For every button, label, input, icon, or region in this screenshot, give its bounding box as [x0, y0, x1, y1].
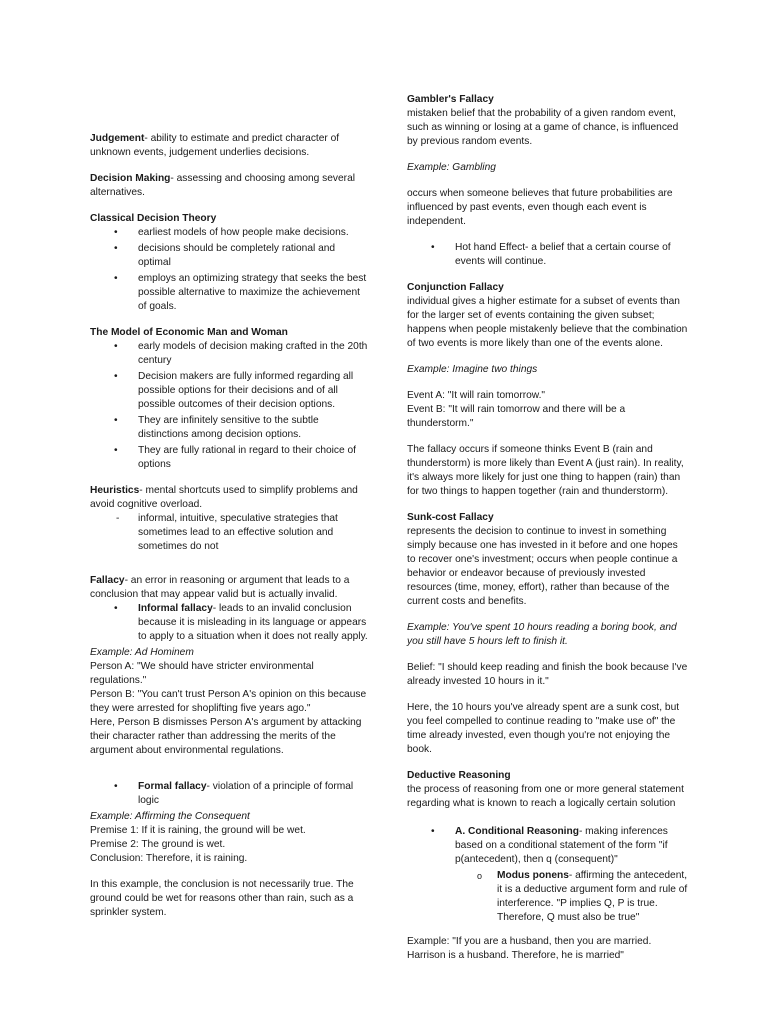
list-item — [90, 602, 370, 644]
heuristics-sublist — [90, 512, 370, 554]
gamblers-fallacy-title: Gambler's Fallacy — [407, 94, 494, 105]
gamblers-fallacy-list — [407, 241, 689, 269]
informal-fallacy-term: Informal fallacy — [138, 603, 213, 614]
conditional-reasoning-list — [407, 825, 689, 925]
list-item — [455, 869, 689, 925]
list-item: • Decision makers are fully informed regarding all possible options for their decisions and of all possible outcomes of their decision options. — [90, 370, 370, 412]
heuristics-section — [90, 484, 370, 554]
conditional-reasoning-text: - making inferences based on a conditional statement of the form "if p(antecedent), then q (consequent)" — [455, 826, 668, 865]
list-item: • early models of decision making crafted in the 20th century — [90, 340, 370, 368]
decision-making-term: Decision Making — [90, 173, 171, 184]
judgement-definition — [90, 132, 370, 160]
heuristics-definition — [90, 484, 370, 512]
heuristics-text: - mental shortcuts used to simplify problems and avoid cognitive overload. — [90, 485, 358, 510]
informal-fallacy-example: Example: Ad Hominem — [90, 647, 194, 658]
judgement-text: - ability to estimate and predict character of unknown events, judgement underlies decisions. — [90, 133, 340, 158]
example-line: Premise 1: If it is raining, the ground will be wet. — [90, 825, 306, 836]
event-b: Event B: "It will rain tomorrow and there will be a thunderstorm." — [407, 404, 626, 429]
list-item: • earliest models of how people make decisions. — [90, 226, 370, 240]
formal-fallacy-example: Example: Affirming the Consequent — [90, 811, 250, 822]
right-column — [407, 93, 689, 963]
example-line: Here, Person B dismisses Person A's argument by attacking their character rather than addressing the merits of the argument about environmental regulations. — [90, 717, 362, 756]
sunk-cost-fallacy-title: Sunk-cost Fallacy — [407, 512, 494, 523]
event-a: Event A: "It will rain tomorrow." — [407, 390, 546, 401]
example-line: Person B: "You can't trust Person A's opinion on this because they were arrested for shoplifting five years ago." — [90, 689, 367, 714]
list-item — [407, 825, 689, 925]
deductive-reasoning-example: Example: "If you are a husband, then you are married. Harrison is a husband. Therefore, he is married" — [407, 936, 652, 961]
economic-man-title: The Model of Economic Man and Woman — [90, 327, 288, 338]
decision-making-text: - assessing and choosing among several alternatives. — [90, 173, 356, 198]
gamblers-fallacy-section — [407, 93, 689, 269]
conjunction-fallacy-example: Example: Imagine two things — [407, 364, 538, 375]
sunk-cost-fallacy-definition: represents the decision to continue to invest in something simply because one has invested in it before and one hopes to recover one's investment; occurs when people continue a behavior or endeavor because of previously invested resources (time, money, effort), rather than because of the current costs and benefits. — [407, 526, 678, 607]
economic-man-list — [90, 340, 370, 472]
formal-fallacy-term: Formal fallacy — [138, 781, 207, 792]
conditional-reasoning-term: A. Conditional Reasoning — [455, 826, 579, 837]
decision-making-definition — [90, 172, 370, 200]
formal-fallacy-text: - violation of a principle of formal logic — [138, 781, 354, 806]
conjunction-fallacy-section — [407, 281, 689, 499]
deductive-reasoning-title: Deductive Reasoning — [407, 770, 511, 781]
example-line: Premise 2: The ground is wet. — [90, 839, 226, 850]
list-item — [90, 780, 370, 808]
fallacy-text: - an error in reasoning or argument that leads to a conclusion that may appear valid but is actually invalid. — [90, 575, 350, 600]
fallacy-definition — [90, 574, 370, 602]
informal-fallacy-text: - leads to an invalid conclusion because it is misleading in its language or appears to apply to a situation when it does not really apply. — [138, 603, 368, 642]
example-line: Person A: "We should have stricter environmental regulations." — [90, 661, 314, 686]
sunk-cost-fallacy-section — [407, 511, 689, 757]
formal-fallacy-list — [90, 780, 370, 808]
classical-decision-theory-title: Classical Decision Theory — [90, 213, 217, 224]
conjunction-fallacy-definition: individual gives a higher estimate for a subset of events than for the larger set of events containing the given subset; happens when people mistakenly believe that the combination of two events is more likely than one of the events alone. — [407, 296, 688, 349]
gamblers-fallacy-example: Example: Gambling — [407, 162, 496, 173]
deductive-reasoning-definition: the process of reasoning from one or more general statement regarding what is known to reach a logically certain solution — [407, 784, 684, 809]
deductive-reasoning-section — [407, 769, 689, 963]
informal-fallacy-list — [90, 602, 370, 644]
list-item: - informal, intuitive, speculative strategies that sometimes lead to an effective solution and sometimes do not — [90, 512, 370, 554]
list-item: • employs an optimizing strategy that seeks the best possible alternative to maximize the achievement of goals. — [90, 272, 370, 314]
economic-man-section — [90, 326, 370, 472]
modus-ponens-text: - affirming the antecedent, it is a deductive argument form and rule of interference. "P implies Q, P is true. Therefore, Q must also be true" — [497, 870, 688, 923]
formal-fallacy-note: In this example, the conclusion is not necessarily true. The ground could be wet for reasons other than rain, such as a sprinkler system. — [90, 879, 354, 918]
list-item: • They are infinitely sensitive to the subtle distinctions among decision options. — [90, 414, 370, 442]
list-item: • They are fully rational in regard to their choice of options — [90, 444, 370, 472]
modus-ponens-term: Modus ponens — [497, 870, 569, 881]
fallacy-term: Fallacy — [90, 575, 125, 586]
example-line: Conclusion: Therefore, it is raining. — [90, 853, 248, 864]
conjunction-fallacy-note: The fallacy occurs if someone thinks Event B (rain and thunderstorm) is more likely than Event A (just rain). In reality, it's always more likely for just one thing to happen (rain) than for two things to happen together (rain and thunderstorm). — [407, 444, 684, 497]
classical-decision-theory-section — [90, 212, 370, 314]
sunk-cost-note: Here, the 10 hours you've already spent are a sunk cost, but you feel compelled to continue reading to "make use of" the time already invested, even though you're not enjoying the book. — [407, 702, 680, 755]
modus-ponens-list — [455, 869, 689, 925]
sunk-cost-belief: Belief: "I should keep reading and finish the book because I've already invested 10 hours in it." — [407, 662, 688, 687]
fallacy-section — [90, 574, 370, 920]
classical-decision-theory-list — [90, 226, 370, 314]
left-column — [90, 132, 370, 920]
list-item: • Hot hand Effect- a belief that a certain course of events will continue. — [407, 241, 689, 269]
list-item: • decisions should be completely rational and optimal — [90, 242, 370, 270]
gamblers-fallacy-note: occurs when someone believes that future probabilities are influenced by past events, even though each event is independent. — [407, 188, 673, 227]
conjunction-fallacy-title: Conjunction Fallacy — [407, 282, 504, 293]
heuristics-term: Heuristics — [90, 485, 140, 496]
judgement-term: Judgement — [90, 133, 145, 144]
gamblers-fallacy-definition: mistaken belief that the probability of a given random event, such as winning or losing at a game of chance, is influenced by previous random events. — [407, 108, 679, 147]
sunk-cost-fallacy-example: Example: You've spent 10 hours reading a boring book, and you still have 5 hours left to finish it. — [407, 622, 677, 647]
